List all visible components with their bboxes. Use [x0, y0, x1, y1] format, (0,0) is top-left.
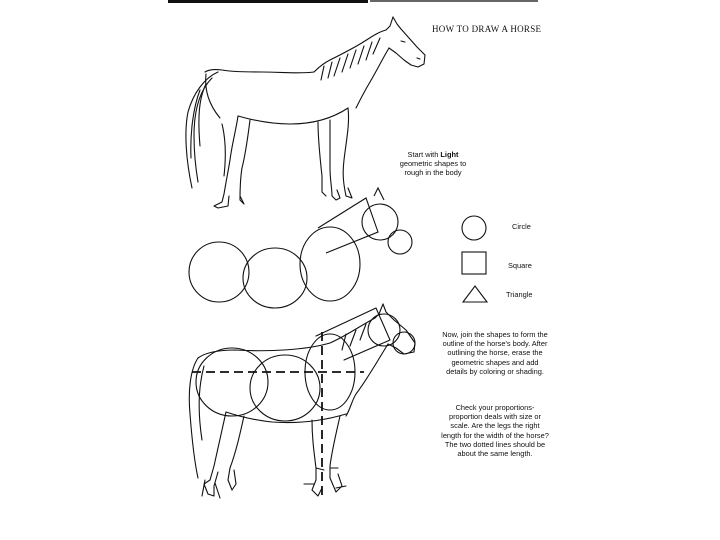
geometric-horse-icon: [189, 188, 412, 308]
step-three-note: Check your proportions- proportion deals with size or scale. Are the legs the right length for the width of the horse? The two dotted lines should be about the same length.: [441, 403, 549, 459]
triangle-label: Triangle: [506, 290, 533, 299]
square-shape-icon: [462, 252, 486, 274]
horse-construction-icon: [189, 304, 415, 498]
circle-shape-icon: [462, 216, 486, 240]
horse-outline-icon: [186, 17, 425, 208]
circle-label: Circle: [512, 222, 531, 231]
page-title: HOW TO DRAW A HORSE: [432, 24, 542, 34]
step-two-note: Now, join the shapes to form the outline of the horse's body. After outlining the horse, erase the geometric shapes and add details by coloring or shading.: [442, 330, 548, 376]
step-one-note: Start with Light geometric shapes to rough in the body: [399, 150, 467, 178]
triangle-shape-icon: [463, 286, 487, 302]
square-label: Square: [508, 261, 532, 270]
